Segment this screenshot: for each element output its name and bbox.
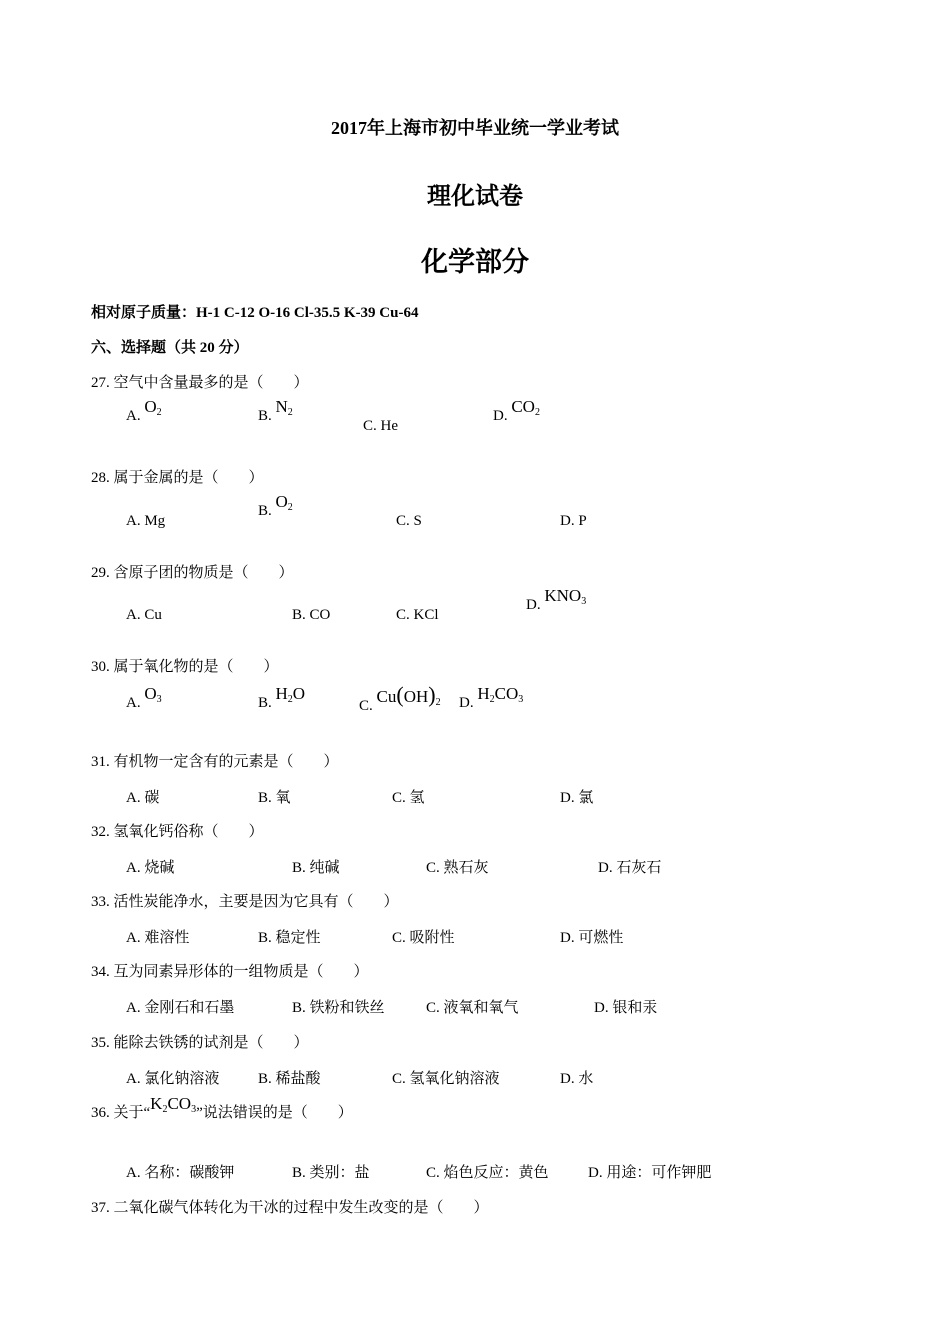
- question-27-option-a: A. $O_2$: [126, 397, 162, 424]
- section-title: 化学部分: [421, 247, 529, 278]
- question-34-option-b: B. 铁粉和铁丝: [292, 1000, 385, 1016]
- question-29-stem: 29. 含原子团的物质是（ ）: [91, 565, 294, 581]
- question-32-stem: 32. 氢氧化钙俗称（ ）: [91, 824, 264, 840]
- question-36-option-a: A. 名称：碳酸钾: [126, 1165, 235, 1181]
- question-35-stem: 35. 能除去铁锈的试剂是（ ）: [91, 1035, 309, 1051]
- question-35-option-d: D. 水: [560, 1071, 594, 1087]
- question-30-stem: 30. 属于氧化物的是（ ）: [91, 659, 279, 675]
- question-29-option-b: B. CO: [292, 607, 331, 623]
- question-32-option-c: C. 熟石灰: [426, 860, 489, 876]
- question-28-option-a: A. Mg: [126, 513, 166, 529]
- question-27-option-b: B. $N_2$: [258, 397, 293, 424]
- question-35-option-a: A. 氯化钠溶液: [126, 1071, 220, 1087]
- question-27-option-c: C. He: [363, 418, 399, 434]
- question-30-option-c: C. $Cu(OH)_2$: [359, 682, 441, 714]
- question-34-option-c: C. 液氧和氧气: [426, 1000, 519, 1016]
- question-31-option-d: D. 氯: [560, 790, 594, 806]
- question-36-option-c: C. 焰色反应：黄色: [426, 1165, 549, 1181]
- question-29-option-c: C. KCl: [396, 607, 439, 623]
- question-29-option-d: D. $KNO_3$: [526, 586, 587, 613]
- question-35-option-c: C. 氢氧化钠溶液: [392, 1071, 500, 1087]
- question-36-option-b: B. 类别：盐: [292, 1165, 370, 1181]
- question-34-stem: 34. 互为同素异形体的一组物质是（ ）: [91, 964, 369, 980]
- question-31-option-b: B. 氧: [258, 790, 291, 806]
- paper-title: 理化试卷: [427, 184, 523, 210]
- question-27-stem: 27. 空气中含量最多的是（ ）: [91, 375, 309, 391]
- atomic-masses: 相对原子质量：H-1 C-12 O-16 Cl-35.5 K-39 Cu-64: [91, 305, 419, 321]
- question-34-option-d: D. 银和汞: [594, 1000, 658, 1016]
- question-30-option-b: B. $H_2O$: [258, 684, 306, 711]
- question-32-option-a: A. 烧碱: [126, 860, 175, 876]
- question-36-option-d: D. 用途：可作钾肥: [588, 1165, 712, 1181]
- question-33-option-a: A. 难溶性: [126, 930, 190, 946]
- question-31-stem: 31. 有机物一定含有的元素是（ ）: [91, 754, 339, 770]
- question-32-option-b: B. 纯碱: [292, 860, 340, 876]
- question-28-option-b: B. $O_2$: [258, 492, 293, 519]
- question-28-option-d: D. P: [560, 513, 587, 529]
- question-28-stem: 28. 属于金属的是（ ）: [91, 470, 264, 486]
- question-33-option-d: D. 可燃性: [560, 930, 624, 946]
- question-31-option-a: A. 碳: [126, 790, 160, 806]
- question-34-option-a: A. 金刚石和石墨: [126, 1000, 235, 1016]
- question-33-stem: 33. 活性炭能净水，主要是因为它具有（ ）: [91, 894, 399, 910]
- question-31-option-c: C. 氢: [392, 790, 425, 806]
- question-36-stem: 36. 关于“$K_2CO_3$”说法错误的是（ ）: [91, 1094, 353, 1121]
- part-heading: 六、选择题（共 20 分）: [91, 340, 249, 356]
- question-33-option-b: B. 稳定性: [258, 930, 321, 946]
- question-30-option-a: A. $O_3$: [126, 684, 162, 711]
- question-32-option-d: D. 石灰石: [598, 860, 662, 876]
- question-37-stem: 37. 二氧化碳气体转化为干冰的过程中发生改变的是（ ）: [91, 1200, 489, 1216]
- question-29-option-a: A. Cu: [126, 607, 162, 623]
- exam-title: 2017年上海市初中毕业统一学业考试: [331, 118, 619, 138]
- question-35-option-b: B. 稀盐酸: [258, 1071, 321, 1087]
- question-28-option-c: C. S: [396, 513, 422, 529]
- question-27-option-d: D. $CO_2$: [493, 397, 540, 424]
- question-30-option-d: D. $H_2CO_3$: [459, 684, 524, 711]
- question-33-option-c: C. 吸附性: [392, 930, 455, 946]
